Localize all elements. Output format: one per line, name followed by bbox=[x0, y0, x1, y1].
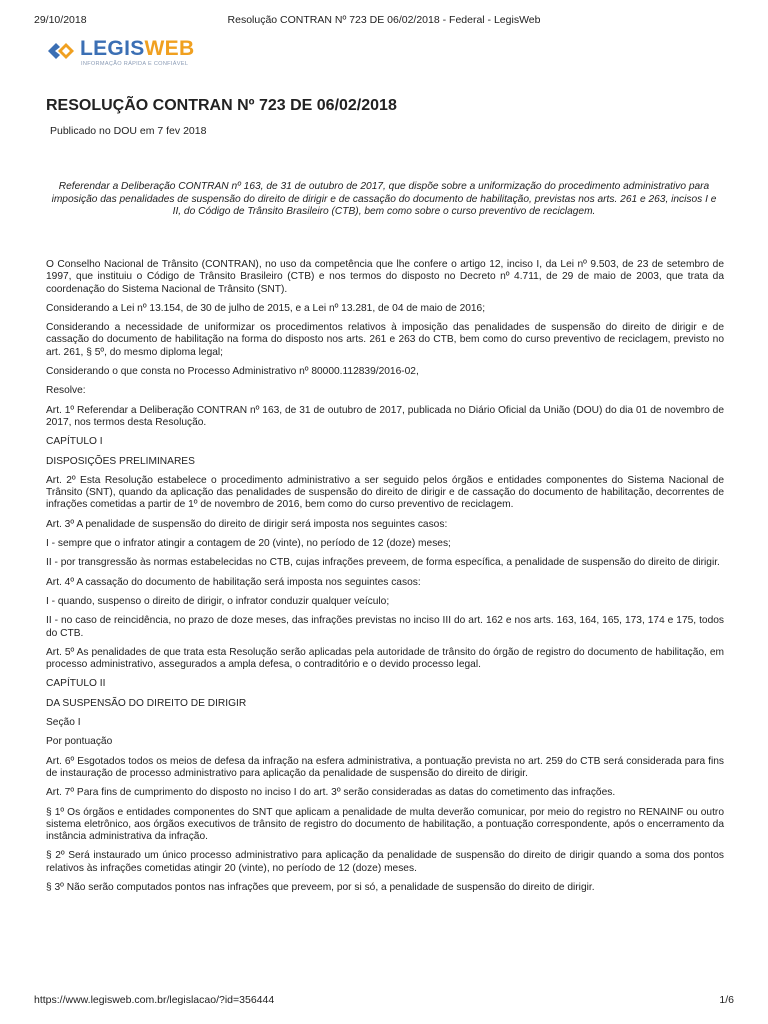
chapter-title: DISPOSIÇÕES PRELIMINARES bbox=[46, 455, 195, 467]
inciso: II - no caso de reincidência, no prazo de doze meses, das infrações previstas no inciso III do art. 162 e nos arts. 163, 164, 165, 173, 174 e 175, todos do CTB. bbox=[46, 615, 724, 639]
article: Art. 5º As penalidades de que trata esta Resolução serão aplicadas pela autoridade de trânsito do órgão de registro do documento de habilitação, em processo administrativo, assegurados a ampla defesa, o contraditório e o devido processo legal. bbox=[46, 646, 724, 671]
paragraph-clause: § 3º Não serão computados pontos nas infrações que preveem, por si só, a penalidade de suspensão do direito de dirigir. bbox=[46, 881, 595, 893]
article: Art. 7º Para fins de cumprimento do disposto no inciso I do art. 3º serão consideradas as datas do cometimento das infrações. bbox=[46, 787, 616, 799]
print-date: 29/10/2018 bbox=[34, 14, 87, 26]
logo-tagline: INFORMAÇÃO RÁPIDA E CONFIÁVEL bbox=[81, 61, 189, 67]
print-page-title: Resolução CONTRAN Nº 723 DE 06/02/2018 - Federal - LegisWeb bbox=[227, 14, 541, 26]
chapter-heading: CAPÍTULO II bbox=[46, 678, 106, 690]
paragraph: Considerando a necessidade de uniformizar os procedimentos relativos à imposição das penalidades de suspensão do direito de dirigir e de cassação do documento de habilitação na forma do disposto nos arts. 261 e 263 do CTB, bem como do curso preventivo de reciclagem, previsto no art. 261, § 5º, do mesmo diploma legal; bbox=[46, 322, 724, 358]
section-heading: Seção I bbox=[46, 717, 81, 729]
paragraph-clause: § 2º Será instaurado um único processo administrativo para aplicação da penalidade de suspensão do direito de dirigir quando a soma dos pontos relativos às infrações cometidas atingir 20 (vinte), no período de 12 (doze) meses. bbox=[46, 850, 724, 874]
ementa: Referendar a Deliberação CONTRAN nº 163, de 31 de outubro de 2017, que dispõe sobre a uniformização do procedimento administrativo para imposição das penalidades de suspensão do direito de dirigir e de cassação do documento de habilitação, previstas nos arts. 261 e 263, incisos I e II, do Código de Trânsito Brasileiro (CTB), bem como sobre o curso preventivo de reciclagem. bbox=[51, 181, 717, 217]
publication-note: Publicado no DOU em 7 fev 2018 bbox=[50, 125, 207, 137]
page-number: 1/6 bbox=[719, 994, 734, 1006]
print-header bbox=[0, 14, 768, 28]
inciso: I - quando, suspenso o direito de dirigir, o infrator conduzir qualquer veículo; bbox=[46, 595, 390, 607]
paragraph: O Conselho Nacional de Trânsito (CONTRAN), no uso da competência que lhe confere o artigo 12, inciso I, da Lei nº 9.503, de 23 de setembro de 1997, que instituiu o Código de Trânsito Brasileiro (CTB) e nos termos do disposto no Decreto nº 4.711, de 29 de maio de 2003, que trata da coordenação do Sistema Nacional de Trânsito (SNT). bbox=[46, 259, 724, 295]
article: Art. 3º A penalidade de suspensão do direito de dirigir será imposta nos seguintes casos: bbox=[46, 518, 448, 530]
legisweb-logo-icon bbox=[46, 39, 76, 63]
paragraph-clause: § 1º Os órgãos e entidades componentes do SNT que aplicam a penalidade de multa deverão comunicar, por meio do registro no RENAINF ou outro sistema eletrônico, aos órgãos executivos de trânsito de registro do documento de habilitação, a pontuação correspondente, após o encerramento da instância administrativa da infração. bbox=[46, 806, 724, 843]
chapter-heading: CAPÍTULO I bbox=[46, 436, 103, 448]
inciso: II - por transgressão às normas estabelecidas no CTB, cujas infrações preveem, de forma específica, a penalidade de suspensão do direito de dirigir. bbox=[46, 557, 720, 569]
article: Art. 4º A cassação do documento de habilitação será imposta nos seguintes casos: bbox=[46, 576, 421, 588]
document-title: RESOLUÇÃO CONTRAN Nº 723 DE 06/02/2018 bbox=[46, 97, 397, 114]
document-body bbox=[46, 259, 724, 901]
chapter-title: DA SUSPENSÃO DO DIREITO DE DIRIGIR bbox=[46, 697, 247, 709]
paragraph: Resolve: bbox=[46, 385, 86, 397]
article: Art. 6º Esgotados todos os meios de defesa da infração na esfera administrativa, a pontuação prevista no art. 259 do CTB será considerada para fins de instauração de processo administrativo para aplicação da penalidade de suspensão do direito de dirigir. bbox=[46, 755, 724, 779]
inciso: I - sempre que o infrator atingir a contagem de 20 (vinte), no período de 12 (doze) meses; bbox=[46, 538, 451, 550]
paragraph: Considerando o que consta no Processo Administrativo nº 80000.112839/2016-02, bbox=[46, 366, 419, 378]
logo-word-web: WEB bbox=[144, 37, 195, 60]
page-url[interactable]: https://www.legisweb.com.br/legislacao/?id=356444 bbox=[34, 994, 275, 1006]
article: Art. 1º Referendar a Deliberação CONTRAN nº 163, de 31 de outubro de 2017, publicada no Diário Oficial da União (DOU) do dia 01 de novembro de 2017, nos termos desta Resolução. bbox=[46, 404, 724, 428]
article: Art. 2º Esta Resolução estabelece o procedimento administrativo a ser seguido pelos órgãos e entidades componentes do Sistema Nacional de Trânsito (SNT), quando da aplicação das penalidades de suspensão do direito de dirigir e de cassação do documento de habilitação, decorrentes de infrações cometidas a partir de 1º de novembro de 2016, bem como do curso preventivo de reciclagem. bbox=[46, 474, 724, 511]
logo-word-legis: LEGIS bbox=[80, 37, 145, 60]
logo-wordmark bbox=[80, 37, 194, 61]
section-title: Por pontuação bbox=[46, 736, 113, 748]
paragraph: Considerando a Lei nº 13.154, de 30 de julho de 2015, e a Lei nº 13.281, de 04 de maio de 2016; bbox=[46, 302, 486, 314]
